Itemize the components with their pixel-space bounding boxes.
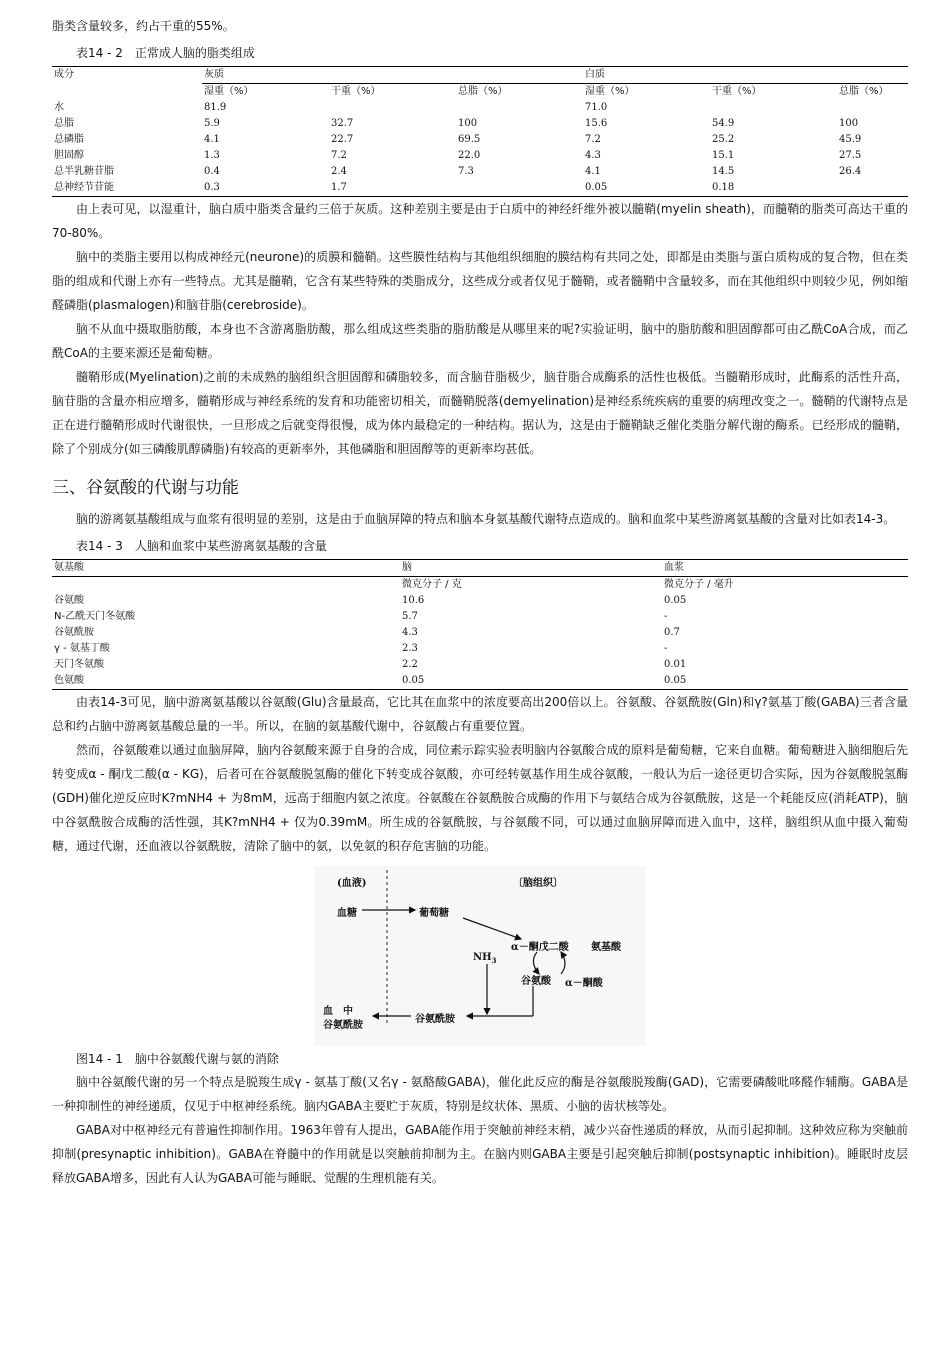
cell [710, 100, 837, 116]
row-label: 总脂 [54, 118, 74, 129]
row-label: 总半乳糖苷脂 [54, 166, 114, 177]
cell: 7.2 [331, 150, 347, 161]
cell: 45.9 [839, 134, 862, 145]
cell [456, 100, 583, 116]
cell: 71.0 [585, 102, 608, 113]
table-row [52, 116, 908, 132]
cell: 100 [839, 118, 859, 129]
sub-header: 湿重（%） [585, 86, 635, 97]
row-label: 天门冬氨酸 [54, 659, 104, 670]
arrow-transamination [533, 952, 539, 974]
unit-header: 微克分子 / 克 [402, 579, 462, 590]
cell: 0.05 [664, 595, 687, 606]
cell: 26.4 [839, 166, 862, 177]
cell [329, 100, 456, 116]
cell: - [664, 611, 668, 622]
cell: 22.7 [331, 134, 354, 145]
cell: 69.5 [458, 134, 481, 145]
table-row [52, 132, 908, 148]
paragraph: 脑中的类脂主要用以构成神经元(neurone)的质膜和髓鞘。这些膜性结构与其他组织细胞的膜结构有共同之处，即都是由类脂与蛋白质构成的复合物，但在类脂的组成和代谢上亦有一些特点。尤其是髓鞘，它含有某些特殊的类脂成分，这些成分或者仅见于髓鞘，或者髓鞘中含量较多，而在其他组织中则较少见，例如缩醛磷脂(plasmalogen)和脑苷脂(cerebroside)。 [52, 250, 908, 312]
cell: 54.9 [712, 118, 735, 129]
cell: 0.05 [400, 673, 662, 690]
label-keto-acid: α－酮酸 [565, 978, 603, 989]
paragraph: 然而，谷氨酸难以通过血脑屏障，脑内谷氨酸来源于自身的合成，同位素示踪实验表明脑内谷氨酸合成的原料是葡萄糖，它来自血糖。葡萄糖进入脑细胞后先转变成α - 酮戊二酸(α - KG)，后者可在谷氨酸脱氢酶的催化下转变成谷氨酸，亦可经转氨基作用生成谷氨酸，一般认为后一途径更切合实际，因为谷氨酸脱氢酶(GDH)催化逆反应时K?mNH4 + 为8mM，远高于细胞内氨之浓度。谷氨酸在谷氨酰胺合成酶的作用下与氨结合成为谷氨酰胺，这是一个耗能反应(消耗ATP)，脑中谷氨酰胺合成酶的活性强，其K?mNH4 + 仅为0.39mM。所生成的谷氨酰胺，与谷氨酸不同，可以通过血脑屏障而进入血中，这样，脑组织从血中摄入葡萄糖，通过代谢，还血液以谷氨酰胺，清除了脑中的氨，以免氨的积存危害脑的功能。 [52, 743, 908, 853]
cell: 0.01 [664, 659, 687, 670]
table-row [52, 673, 908, 690]
label-glutamine: 谷氨酰胺 [415, 1014, 455, 1025]
cell: 0.05 [583, 180, 710, 197]
cell: 81.9 [204, 102, 227, 113]
paragraph: GABA对中枢神经元有普遍性抑制作用。1963年曾有人提出，GABA能作用于突触前神经末梢，减少兴奋性递质的释放，从而引起抑制。这种效应称为突触前抑制(presynaptic inhibition)。GABA在脊髓中的作用就是以突触前抑制为主。在脑内则GABA主要是引起突触后抑制(postsynaptic inhibition)。睡眠时皮层释放GABA增多，因此有人认为GABA可能与睡眠、觉醒的生理机能有关。 [52, 1123, 908, 1185]
cell: 5.7 [402, 611, 418, 622]
cell: 27.5 [839, 150, 862, 161]
row-label: 水 [54, 102, 64, 113]
table-row [52, 100, 908, 116]
sub-header: 干重（%） [331, 86, 381, 97]
cell: 7.2 [585, 134, 601, 145]
table-row [52, 164, 908, 180]
label-nh3: $NH_3$ [473, 952, 497, 965]
col-header: 血浆 [662, 560, 908, 577]
sub-header: 总脂（%） [458, 86, 508, 97]
group-header: 灰质 [202, 67, 583, 84]
cell: 15.1 [712, 150, 735, 161]
cell: 15.6 [585, 118, 608, 129]
label-glutamate: 谷氨酸 [521, 976, 551, 987]
label-blood-sugar: 血糖 [337, 908, 357, 919]
cell: 1.3 [204, 150, 220, 161]
label-blood-mid: 血 中 [323, 1006, 353, 1017]
col-header: 脑 [400, 560, 662, 577]
label-blood-gln: 谷氨酰胺 [323, 1020, 363, 1031]
sub-header: 干重（%） [712, 86, 762, 97]
cell: 14.5 [712, 166, 735, 177]
cell: - [664, 643, 668, 654]
cell [837, 180, 908, 197]
document-page [52, 14, 908, 1190]
cell: 0.3 [202, 180, 329, 197]
table-caption: 表14 - 2 正常成人脑的脂类组成 [76, 46, 255, 60]
sub-header: 总脂（%） [839, 86, 889, 97]
paragraph: 脑中谷氨酸代谢的另一个特点是脱羧生成γ - 氨基丁酸(又名γ - 氨酪酸GABA)，催化此反应的酶是谷氨酸脱羧酶(GAD)，它需要磷酸吡哆醛作辅酶。GABA是一种抑制性的神经递质，仅见于中枢神经系统。脑内GABA主要贮于灰质，特别是纹状体、黑质、小脑的齿状核等处。 [52, 1075, 908, 1113]
table-caption: 表14 - 3 人脑和血浆中某些游离氨基酸的含量 [76, 539, 327, 553]
cell: 100 [458, 118, 478, 129]
cell: 4.1 [204, 134, 220, 145]
col-header: 氨基酸 [52, 560, 400, 577]
table-row [52, 641, 908, 657]
cell: 2.4 [331, 166, 347, 177]
cell: 32.7 [331, 118, 354, 129]
cell: 0.4 [204, 166, 220, 177]
cell: 5.9 [204, 118, 220, 129]
amino-acid-table [52, 559, 908, 690]
label-akg: α－酮戊二酸 [511, 942, 569, 953]
paragraph: 脑不从血中摄取脂肪酸，本身也不含游离脂肪酸，那么组成这些类脂的脂肪酸是从哪里来的呢?实验证明，脑中的脂肪酸和胆固醇都可由乙酰CoA合成，而乙酰CoA的主要来源还是葡萄糖。 [52, 322, 908, 360]
label-tissue: 〔脑组织〕 [513, 878, 563, 889]
paragraph: 由上表可见，以湿重计，脑白质中脂类含量约三倍于灰质。这种差别主要是由于白质中的神经纤维外被以髓鞘(myelin sheath)，而髓鞘的脂类可高达干重的70-80%。 [52, 202, 908, 240]
paragraph: 脂类含量较多，约占干重的55%。 [52, 19, 235, 33]
label-amino-acid: 氨基酸 [591, 942, 621, 953]
cell: 0.7 [664, 627, 680, 638]
sub-header: 湿重（%） [204, 86, 254, 97]
row-label: 总神经节苷能 [52, 180, 202, 197]
arrow-to-akg [463, 918, 521, 939]
label-blood: (血液) [337, 878, 367, 889]
cell: 4.3 [402, 627, 418, 638]
section-heading: 三、谷氨酸的代谢与功能 [52, 478, 239, 498]
paragraph: 髓鞘形成(Myelination)之前的未成熟的脑组织含胆固醇和磷脂较多，而含脑苷脂极少，脑苷脂合成酶系的活性也极低。当髓鞘形成时，此酶系的活性升高，脑苷脂的含量亦相应增多，髓鞘形成与神经系统的发育和功能密切相关，而髓鞘脱落(demyelination)是神经系统疾病的重要的病理改变之一。髓鞘的代谢特点是正在进行髓鞘形成时代谢很快，一旦形成之后就变得很慢，成为体内最稳定的一种结构。据认为，这是由于髓鞘缺乏催化类脂分解代谢的酶系。已经形成的髓鞘，除了个别成分(如三磷酸肌醇磷脂)有较高的更新率外，其他磷脂和胆固醇等的更新率均甚低。 [52, 370, 908, 456]
group-header: 白质 [583, 67, 908, 84]
paragraph: 由表14-3可见，脑中游离氨基酸以谷氨酸(Glu)含量最高，它比其在血浆中的浓度要高出200倍以上。谷氨酸、谷氨酰胺(Gln)和γ?氨基丁酸(GABA)三者含量总和约占脑中游离氨基酸总量的一半。所以，在脑的氨基酸代谢中，谷氨酸占有重要位置。 [52, 695, 908, 733]
label-glucose: 葡萄糖 [419, 908, 449, 919]
row-label: 谷氨酸 [54, 595, 84, 606]
cell: 4.1 [585, 166, 601, 177]
cell [456, 180, 583, 197]
row-label: N-乙酰天门冬氨酸 [54, 611, 136, 622]
table-row [52, 593, 908, 609]
unit-header: 微克分子 / 毫升 [664, 579, 734, 590]
cell: 0.18 [710, 180, 837, 197]
cell: 1.7 [329, 180, 456, 197]
row-label: γ - 氨基丁酸 [54, 643, 110, 654]
paragraph: 脑的游离氨基酸组成与血浆有很明显的差别，这是由于血脑屏障的特点和脑本身氨基酸代谢特点造成的。脑和血浆中某些游离氨基酸的含量对比如表14-3。 [76, 512, 896, 526]
cell: 22.0 [458, 150, 481, 161]
cell: 2.3 [402, 643, 418, 654]
cell: 0.05 [662, 673, 908, 690]
row-label: 谷氨酰胺 [54, 627, 94, 638]
cell: 10.6 [402, 595, 425, 606]
cell: 25.2 [712, 134, 735, 145]
cell: 4.3 [585, 150, 601, 161]
row-label: 色氨酸 [52, 673, 400, 690]
arrow-keto [561, 952, 565, 974]
glutamate-metabolism-figure [315, 866, 645, 1046]
col-header: 成分 [52, 67, 202, 84]
table-row [52, 625, 908, 641]
row-label: 胆固醇 [54, 150, 84, 161]
row-label: 总磷脂 [54, 134, 84, 145]
cell [837, 100, 908, 116]
cell: 2.2 [402, 659, 418, 670]
table-row [52, 148, 908, 164]
table-row [52, 180, 908, 197]
table-row [52, 609, 908, 625]
lipid-table [52, 66, 908, 197]
table-row [52, 657, 908, 673]
cell: 7.3 [458, 166, 474, 177]
figure-caption: 图14 - 1 脑中谷氨酸代谢与氨的消除 [76, 1052, 279, 1066]
